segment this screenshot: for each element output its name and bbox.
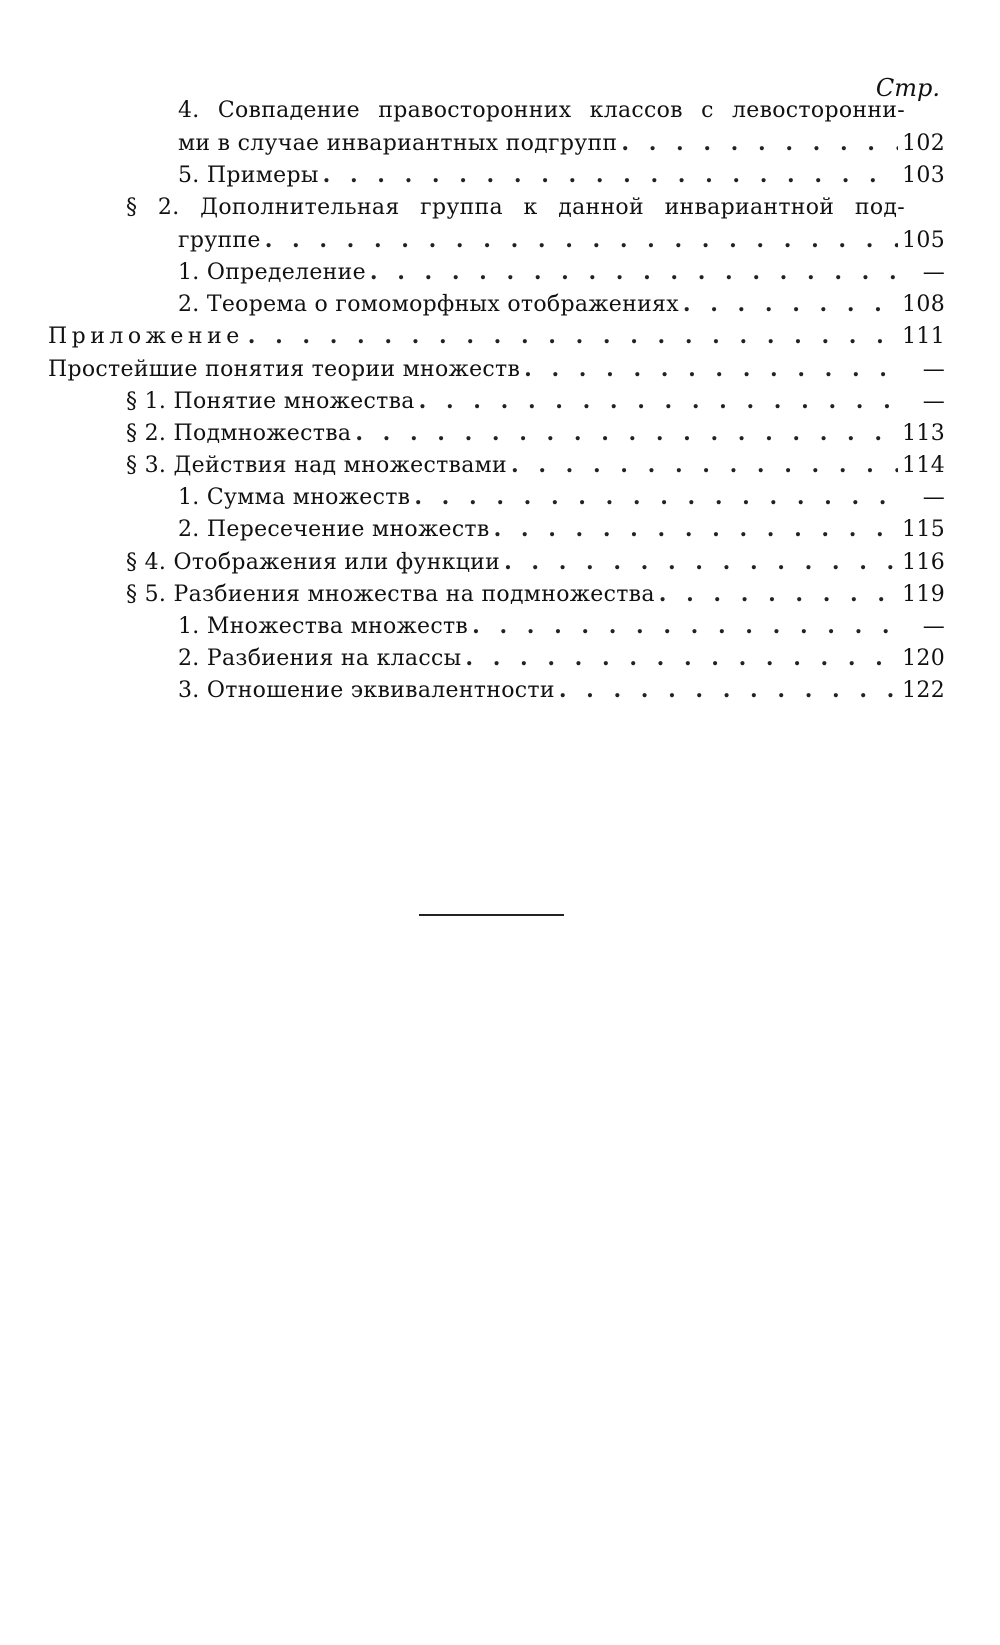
toc-entry[interactable]: [48, 549, 945, 581]
dot-leader: [621, 130, 898, 156]
toc-entry-title: 5. Примеры: [178, 163, 319, 189]
toc-entry-title: группе: [178, 227, 261, 253]
toc-entry-page: 102: [902, 131, 945, 157]
toc-entry-title: § 5. Разбиения множества на подмножества: [126, 581, 655, 607]
toc-entry[interactable]: [48, 452, 945, 484]
dot-leader: [494, 516, 899, 542]
toc-entry-page: —: [922, 388, 945, 414]
toc-entry[interactable]: [48, 613, 945, 645]
toc-entry-title: ми в случае инвариантных подгрупп: [178, 131, 618, 157]
toc-entry-title: 1. Сумма множеств: [178, 485, 411, 511]
toc-entry[interactable]: [48, 162, 945, 194]
toc-entry-page: —: [922, 485, 945, 511]
toc-entry[interactable]: [48, 677, 945, 709]
dot-leader: [524, 356, 901, 382]
toc-entry[interactable]: [48, 420, 945, 452]
toc-entry[interactable]: [48, 195, 945, 227]
toc-entry[interactable]: [48, 645, 945, 677]
closing-rule: [419, 914, 564, 916]
toc-entry-title: § 4. Отображения или функции: [126, 549, 501, 575]
toc-entry[interactable]: [48, 516, 945, 548]
toc-entry-page: 105: [902, 227, 945, 253]
toc-entry-page: 113: [902, 420, 945, 446]
toc-entry-title: 2. Разбиения на классы: [178, 646, 462, 672]
dot-leader: [472, 613, 901, 639]
toc-entry-title: § 2. Подмножества: [126, 420, 352, 446]
dot-leader: [511, 452, 898, 478]
toc-entry[interactable]: [48, 484, 945, 516]
toc-entry-page: 108: [902, 292, 945, 318]
page-column-label: Стр.: [875, 74, 940, 102]
toc-entry-page: —: [922, 356, 945, 382]
toc-entry-title: 1. Множества множеств: [178, 614, 469, 639]
dot-leader: [414, 484, 901, 510]
toc-entry[interactable]: [48, 259, 945, 291]
toc-entry-title: 3. Отношение эквивалентности: [178, 678, 555, 704]
dot-leader: [265, 227, 898, 253]
toc-entry[interactable]: [48, 291, 945, 323]
dot-leader: [465, 645, 898, 671]
table-of-contents: [48, 98, 945, 710]
toc-entry-page: 120: [902, 646, 945, 672]
dot-leader: [248, 323, 898, 349]
toc-entry[interactable]: [48, 130, 945, 162]
toc-entry-page: 116: [902, 549, 945, 575]
toc-entry-title: Простейшие понятия теории множеств: [48, 356, 521, 382]
toc-entry-title: § 3. Действия над множествами: [126, 453, 508, 479]
toc-entry-title: § 1. Понятие множества: [126, 388, 415, 414]
toc-entry-page: 111: [902, 324, 945, 350]
dot-leader: [355, 420, 898, 446]
toc-entry-title: 2. Теорема о гомоморфных отображениях: [178, 292, 679, 318]
toc-entry-title: Приложение: [48, 324, 244, 350]
toc-entry-page: 122: [902, 678, 945, 704]
dot-leader: [683, 291, 898, 317]
dot-leader: [659, 581, 898, 607]
toc-entry-title: § 2. Дополнительная группа к данной инвариантной под-: [126, 194, 905, 220]
toc-entry-title: 4. Совпадение правосторонних классов с левосторонни-: [178, 98, 905, 123]
toc-entry[interactable]: [48, 388, 945, 420]
toc-entry[interactable]: [48, 356, 945, 388]
toc-entry-page: 115: [902, 517, 945, 543]
dot-leader: [559, 677, 898, 703]
toc-entry[interactable]: [48, 227, 945, 259]
dot-leader: [323, 162, 898, 188]
dot-leader: [370, 259, 901, 285]
toc-entry-page: 114: [902, 453, 945, 479]
toc-entry-title: 1. Определение: [178, 259, 366, 285]
dot-leader: [504, 549, 898, 575]
toc-entry-page: —: [922, 259, 945, 285]
toc-entry[interactable]: [48, 323, 945, 355]
toc-entry-title: 2. Пересечение множеств: [178, 517, 490, 543]
toc-entry[interactable]: [48, 98, 945, 130]
toc-entry-page: 119: [902, 581, 945, 607]
toc-entry[interactable]: [48, 581, 945, 613]
toc-entry-page: 103: [902, 163, 945, 189]
dot-leader: [419, 388, 901, 414]
toc-entry-page: —: [922, 614, 945, 639]
